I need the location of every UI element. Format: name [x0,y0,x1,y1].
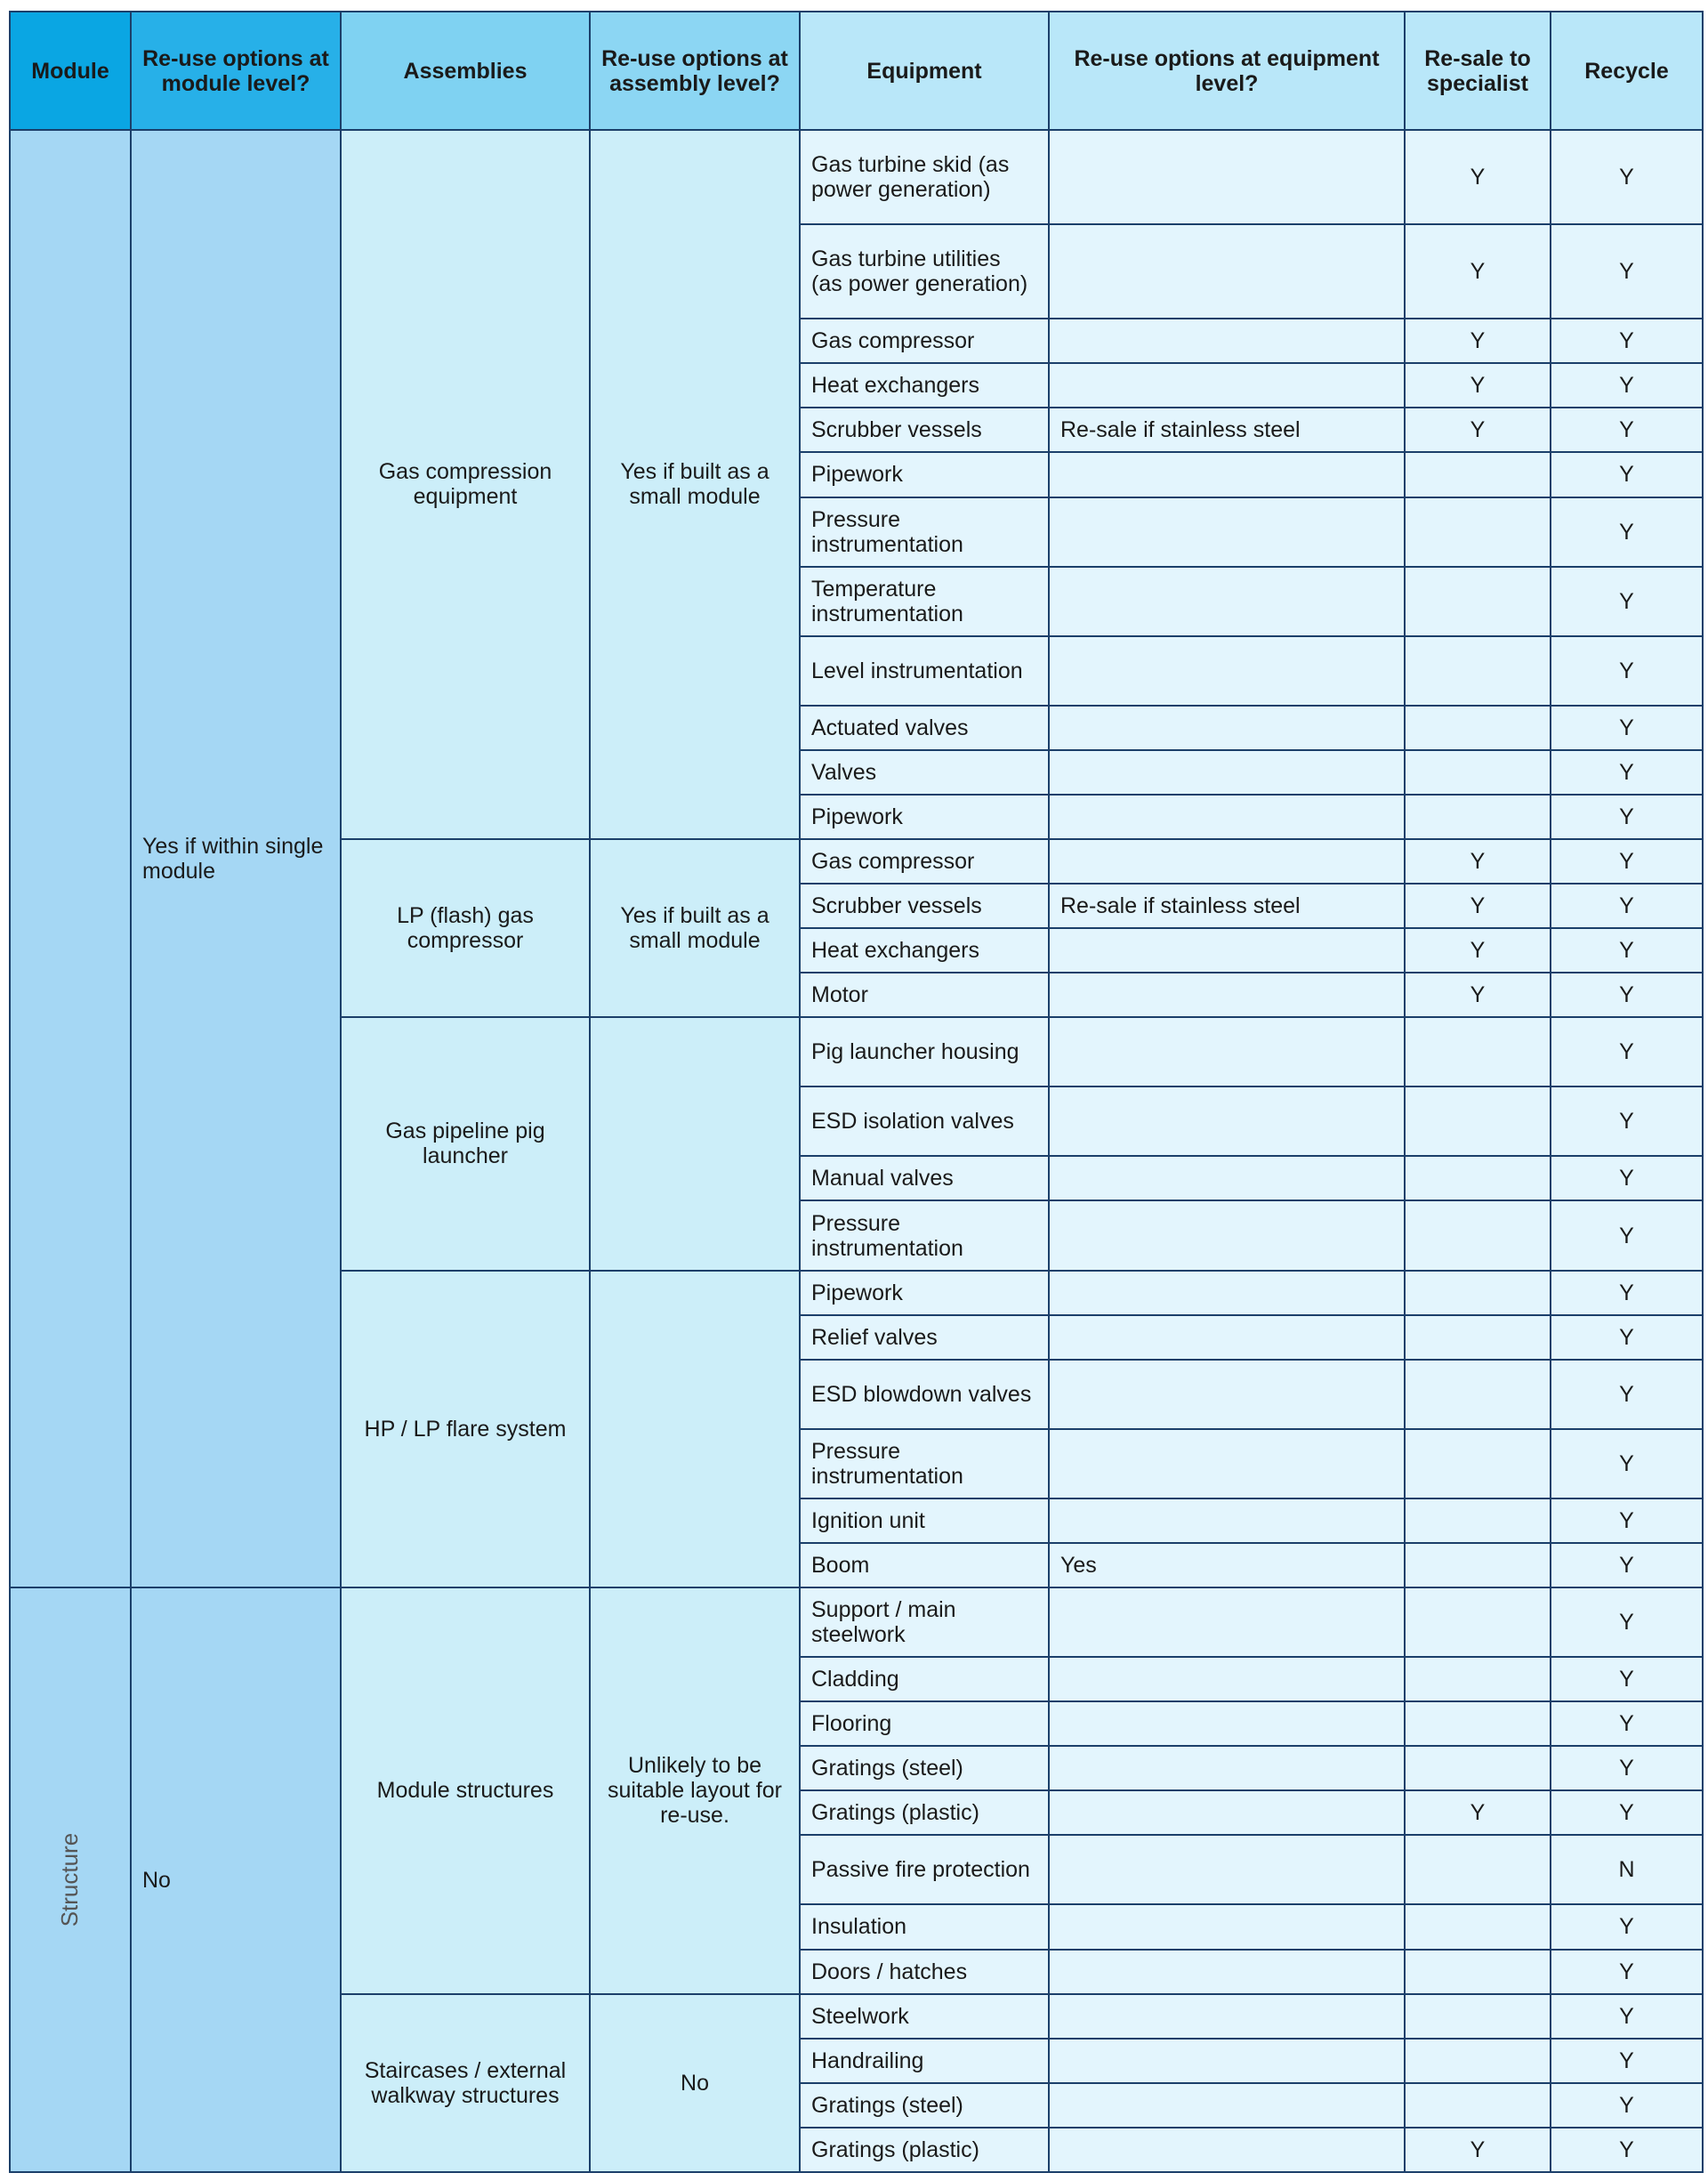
equipment-cell: Gratings (steel) [800,2083,1049,2128]
resale-cell [1405,1587,1551,1657]
equipment-cell: Motor [800,973,1049,1017]
equipment-reuse-cell [1049,706,1405,750]
recycle-cell: Y [1551,2039,1703,2083]
recycle-cell: Y [1551,224,1703,319]
equipment-cell: Ignition unit [800,1498,1049,1543]
recycle-cell: Y [1551,795,1703,839]
equipment-cell: Pipework [800,795,1049,839]
header-equipment: Equipment [800,12,1049,130]
equipment-cell: Gas compressor [800,319,1049,363]
equipment-reuse-cell [1049,224,1405,319]
reuse-options-table [9,11,1704,2173]
resale-cell [1405,1950,1551,1994]
equipment-cell: Gratings (steel) [800,1746,1049,1790]
assembly-reuse-cell [590,1017,800,1270]
equipment-reuse-cell [1049,363,1405,408]
equipment-reuse-cell [1049,1835,1405,1904]
recycle-cell: Y [1551,1271,1703,1315]
resale-cell [1405,1429,1551,1498]
recycle-cell: Y [1551,1429,1703,1498]
equipment-reuse-cell [1049,1498,1405,1543]
resale-cell [1405,497,1551,567]
equipment-reuse-cell [1049,636,1405,706]
equipment-cell: Gas compressor [800,839,1049,884]
equipment-reuse-cell [1049,452,1405,497]
equipment-cell: Pipework [800,1271,1049,1315]
equipment-reuse-cell [1049,928,1405,973]
resale-cell [1405,1498,1551,1543]
recycle-cell: Y [1551,1017,1703,1086]
assembly-cell: LP (flash) gas compressor [341,839,590,1017]
resale-cell [1405,1746,1551,1790]
equipment-cell: Valves [800,750,1049,795]
module-cell [10,1587,131,2172]
recycle-cell: Y [1551,928,1703,973]
equipment-cell: Pressure instrumentation [800,1429,1049,1498]
recycle-cell: Y [1551,1746,1703,1790]
assembly-cell: Gas pipeline pig launcher [341,1017,590,1270]
equipment-reuse-cell [1049,1200,1405,1270]
equipment-reuse-cell [1049,567,1405,636]
table-row [10,1587,1703,1657]
resale-cell: Y [1405,363,1551,408]
header-assemblies: Assemblies [341,12,590,130]
assembly-reuse-cell: Yes if built as a small module [590,839,800,1017]
resale-cell [1405,1360,1551,1429]
module-reuse-cell: Yes if within single module [131,130,341,1587]
assembly-reuse-cell: No [590,1994,800,2172]
recycle-cell: Y [1551,567,1703,636]
equipment-reuse-cell: Re-sale if stainless steel [1049,884,1405,928]
equipment-cell: Actuated valves [800,706,1049,750]
equipment-cell: Support / main steelwork [800,1587,1049,1657]
resale-cell [1405,1701,1551,1746]
equipment-cell: ESD blowdown valves [800,1360,1049,1429]
assembly-reuse-cell [590,1271,800,1587]
module-name: Structure [56,1832,84,1927]
recycle-cell: Y [1551,130,1703,224]
resale-cell: Y [1405,408,1551,452]
header-resale: Re-sale to specialist [1405,12,1551,130]
resale-cell [1405,1543,1551,1587]
equipment-reuse-cell [1049,1904,1405,1949]
resale-cell [1405,1994,1551,2039]
assembly-cell: Module structures [341,1587,590,1994]
recycle-cell: Y [1551,636,1703,706]
recycle-cell: Y [1551,2083,1703,2128]
assembly-cell: HP / LP flare system [341,1271,590,1587]
equipment-reuse-cell [1049,130,1405,224]
assembly-cell: Gas compression equipment [341,130,590,839]
equipment-cell: Level instrumentation [800,636,1049,706]
resale-cell: Y [1405,884,1551,928]
resale-cell [1405,1017,1551,1086]
equipment-cell: Pig launcher housing [800,1017,1049,1086]
equipment-cell: Cladding [800,1657,1049,1701]
equipment-reuse-cell [1049,1701,1405,1746]
equipment-reuse-cell [1049,1994,1405,2039]
recycle-cell: Y [1551,884,1703,928]
recycle-cell: Y [1551,750,1703,795]
equipment-reuse-cell [1049,973,1405,1017]
recycle-cell: Y [1551,1543,1703,1587]
resale-cell [1405,706,1551,750]
resale-cell: Y [1405,973,1551,1017]
header-module: Module [10,12,131,130]
recycle-cell: Y [1551,2128,1703,2172]
equipment-cell: Doors / hatches [800,1950,1049,1994]
equipment-reuse-cell [1049,497,1405,567]
equipment-reuse-cell [1049,839,1405,884]
recycle-cell: Y [1551,839,1703,884]
recycle-cell: Y [1551,706,1703,750]
recycle-cell: Y [1551,363,1703,408]
header-module-reuse: Re-use options at module level? [131,12,341,130]
equipment-reuse-cell [1049,795,1405,839]
equipment-cell: ESD isolation valves [800,1086,1049,1156]
recycle-cell: Y [1551,1701,1703,1746]
equipment-cell: Pressure instrumentation [800,497,1049,567]
equipment-cell: Heat exchangers [800,928,1049,973]
recycle-cell: Y [1551,1657,1703,1701]
resale-cell [1405,1657,1551,1701]
resale-cell [1405,750,1551,795]
resale-cell: Y [1405,130,1551,224]
equipment-cell: Pipework [800,452,1049,497]
equipment-reuse-cell [1049,1746,1405,1790]
resale-cell [1405,636,1551,706]
recycle-cell: Y [1551,1950,1703,1994]
equipment-reuse-cell [1049,2039,1405,2083]
resale-cell: Y [1405,1790,1551,1835]
equipment-cell: Heat exchangers [800,363,1049,408]
equipment-reuse-cell [1049,319,1405,363]
equipment-reuse-cell [1049,2128,1405,2172]
equipment-reuse-cell [1049,1017,1405,1086]
equipment-cell: Flooring [800,1701,1049,1746]
equipment-reuse-cell [1049,1360,1405,1429]
resale-cell [1405,1200,1551,1270]
recycle-cell: Y [1551,452,1703,497]
resale-cell [1405,2039,1551,2083]
equipment-reuse-cell [1049,1429,1405,1498]
equipment-reuse-cell [1049,1587,1405,1657]
equipment-reuse-cell [1049,1315,1405,1360]
resale-cell: Y [1405,2128,1551,2172]
recycle-cell: Y [1551,1790,1703,1835]
recycle-cell: Y [1551,1200,1703,1270]
resale-cell [1405,2083,1551,2128]
recycle-cell: Y [1551,973,1703,1017]
equipment-cell: Gas turbine utilities (as power generation) [800,224,1049,319]
equipment-cell: Relief valves [800,1315,1049,1360]
resale-cell: Y [1405,224,1551,319]
equipment-reuse-cell [1049,1271,1405,1315]
resale-cell [1405,1904,1551,1949]
assembly-reuse-cell: Yes if built as a small module [590,130,800,839]
module-cell [10,130,131,1587]
equipment-cell: Manual valves [800,1156,1049,1200]
equipment-reuse-cell [1049,1156,1405,1200]
header-row [10,12,1703,130]
equipment-cell: Insulation [800,1904,1049,1949]
equipment-cell: Gas turbine skid (as power generation) [800,130,1049,224]
equipment-reuse-cell [1049,750,1405,795]
resale-cell [1405,1315,1551,1360]
resale-cell [1405,567,1551,636]
resale-cell: Y [1405,319,1551,363]
resale-cell: Y [1405,839,1551,884]
header-recycle: Recycle [1551,12,1703,130]
equipment-reuse-cell [1049,2083,1405,2128]
resale-cell: Y [1405,928,1551,973]
equipment-cell: Handrailing [800,2039,1049,2083]
recycle-cell: Y [1551,1498,1703,1543]
equipment-cell: Pressure instrumentation [800,1200,1049,1270]
recycle-cell: Y [1551,408,1703,452]
equipment-cell: Gratings (plastic) [800,1790,1049,1835]
resale-cell [1405,1086,1551,1156]
equipment-reuse-cell: Re-sale if stainless steel [1049,408,1405,452]
table-row [10,130,1703,224]
equipment-reuse-cell [1049,1086,1405,1156]
recycle-cell: Y [1551,1156,1703,1200]
resale-cell [1405,1835,1551,1904]
recycle-cell: Y [1551,497,1703,567]
recycle-cell: N [1551,1835,1703,1904]
equipment-cell: Steelwork [800,1994,1049,2039]
resale-cell [1405,1156,1551,1200]
equipment-cell: Scrubber vessels [800,408,1049,452]
equipment-reuse-cell: Yes [1049,1543,1405,1587]
equipment-reuse-cell [1049,1657,1405,1701]
recycle-cell: Y [1551,1994,1703,2039]
recycle-cell: Y [1551,319,1703,363]
equipment-cell: Boom [800,1543,1049,1587]
resale-cell [1405,452,1551,497]
header-assembly-reuse: Re-use options at assembly level? [590,12,800,130]
header-equipment-reuse: Re-use options at equipment level? [1049,12,1405,130]
recycle-cell: Y [1551,1086,1703,1156]
recycle-cell: Y [1551,1587,1703,1657]
resale-cell [1405,795,1551,839]
equipment-cell: Passive fire protection [800,1835,1049,1904]
module-reuse-cell: No [131,1587,341,2172]
equipment-reuse-cell [1049,1950,1405,1994]
equipment-reuse-cell [1049,1790,1405,1835]
recycle-cell: Y [1551,1904,1703,1949]
assembly-cell: Staircases / external walkway structures [341,1994,590,2172]
resale-cell [1405,1271,1551,1315]
equipment-cell: Gratings (plastic) [800,2128,1049,2172]
recycle-cell: Y [1551,1315,1703,1360]
table-body [10,130,1703,2172]
assembly-reuse-cell: Unlikely to be suitable layout for re-use. [590,1587,800,1994]
equipment-cell: Temperature instrumentation [800,567,1049,636]
equipment-cell: Scrubber vessels [800,884,1049,928]
recycle-cell: Y [1551,1360,1703,1429]
